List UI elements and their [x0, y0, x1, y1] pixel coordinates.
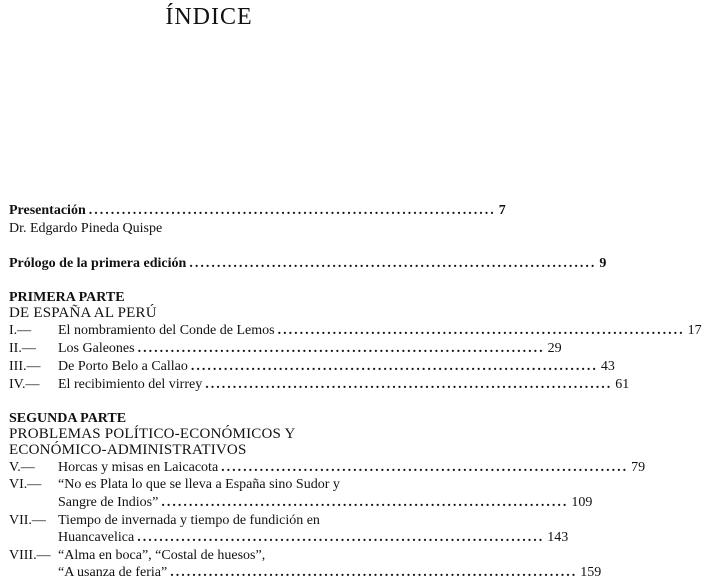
- toc-page-number: 9: [599, 256, 607, 271]
- chapter-title-line-1: Tiempo de invernada y tiempo de fundición en: [58, 513, 320, 528]
- toc-entry-prologo[interactable]: [9, 256, 607, 272]
- toc-entry-chapter-3[interactable]: [9, 359, 615, 375]
- toc-entry-chapter-5[interactable]: [9, 460, 646, 476]
- presentacion-author: Dr. Edgardo Pineda Quispe: [9, 221, 163, 236]
- toc-page-number: 7: [498, 203, 506, 218]
- toc-page-number: 29: [547, 341, 562, 356]
- toc-entry-chapter-4[interactable]: [9, 377, 630, 393]
- chapter-title-line-2: “A usanza de feria”: [58, 565, 168, 580]
- chapter-title: De Porto Belo a Callao: [58, 359, 188, 374]
- dot-leader: ..........................................................................: [190, 359, 598, 374]
- chapter-number: VI.—: [9, 477, 42, 492]
- dot-leader: ..........................................................................: [221, 460, 629, 475]
- toc-entry-chapter-7-cont[interactable]: [58, 530, 569, 546]
- toc-entry-chapter-8-cont[interactable]: [58, 565, 602, 581]
- toc-entry-chapter-7[interactable]: [9, 513, 411, 529]
- chapter-title-line-1: “Alma en boca”, “Costal de huesos”,: [58, 548, 266, 563]
- toc-page-number: 143: [547, 530, 569, 545]
- chapter-title-line-1: “No es Plata lo que se lleva a España sino Sudor y: [58, 477, 340, 492]
- chapter-title: El recibimiento del virrey: [58, 377, 203, 392]
- part1-heading: PRIMERA PARTE: [9, 290, 125, 305]
- dot-leader: ..........................................................................: [205, 377, 613, 392]
- part1-subtitle: DE ESPAÑA AL PERÚ: [9, 305, 157, 321]
- chapter-number: V.—: [9, 460, 35, 475]
- dot-leader: ..........................................................................: [170, 565, 578, 580]
- toc-entry-chapter-1[interactable]: [9, 323, 702, 339]
- toc-page-number: 17: [687, 323, 702, 338]
- toc-entry-chapter-2[interactable]: [9, 341, 562, 357]
- toc-page-number: 79: [631, 460, 646, 475]
- toc-entry-chapter-6[interactable]: [9, 477, 411, 493]
- toc-entry-chapter-8[interactable]: [9, 548, 411, 564]
- part2-subtitle-line-2: ECONÓMICO-ADMINISTRATIVOS: [9, 442, 247, 458]
- toc-entry-label: Prólogo de la primera edición: [9, 256, 187, 271]
- toc-page-number: 43: [600, 359, 615, 374]
- toc-page-number: 159: [580, 565, 602, 580]
- chapter-number: I.—: [9, 323, 32, 338]
- chapter-number: III.—: [9, 359, 41, 374]
- dot-leader: ..........................................................................: [189, 256, 597, 271]
- toc-entry-label: Presentación: [9, 203, 86, 218]
- toc-page-number: 109: [571, 495, 593, 510]
- dot-leader: ..........................................................................: [137, 341, 545, 356]
- part2-subtitle-line-1: PROBLEMAS POLÍTICO-ECONÓMICOS Y: [9, 426, 296, 442]
- toc-page-number: 61: [615, 377, 630, 392]
- toc-entry-presentacion[interactable]: [9, 203, 506, 219]
- dot-leader: ..........................................................................: [277, 323, 685, 338]
- chapter-number: VIII.—: [9, 548, 51, 563]
- chapter-number: IV.—: [9, 377, 40, 392]
- chapter-number: II.—: [9, 341, 36, 356]
- dot-leader: ..........................................................................: [161, 495, 569, 510]
- page-title: ÍNDICE: [165, 4, 253, 30]
- chapter-number: VII.—: [9, 513, 46, 528]
- part2-heading: SEGUNDA PARTE: [9, 411, 127, 426]
- chapter-title-line-2: Sangre de Indios”: [58, 495, 159, 510]
- dot-leader: ..........................................................................: [88, 203, 496, 218]
- chapter-title: Horcas y misas en Laicacota: [58, 460, 219, 475]
- chapter-title-line-2: Huancavelica: [58, 530, 135, 545]
- chapter-title: El nombramiento del Conde de Lemos: [58, 323, 275, 338]
- dot-leader: ..........................................................................: [137, 530, 545, 545]
- toc-entry-chapter-6-cont[interactable]: [58, 495, 593, 511]
- chapter-title: Los Galeones: [58, 341, 135, 356]
